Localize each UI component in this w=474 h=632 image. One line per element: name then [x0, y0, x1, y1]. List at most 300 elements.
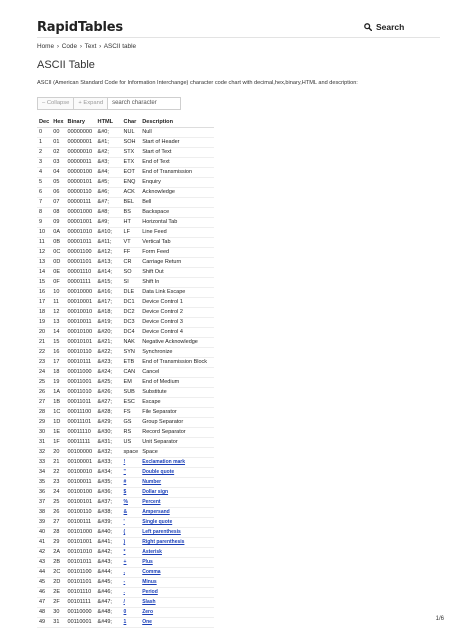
- cell-binary: 00101001: [66, 538, 96, 548]
- table-row: [37, 428, 214, 438]
- cell-description[interactable]: Period: [140, 588, 214, 598]
- cell-hex: 08: [51, 208, 65, 218]
- cell-dec: 9: [37, 218, 51, 228]
- cell-hex: 06: [51, 188, 65, 198]
- cell-char: DLE: [122, 288, 141, 298]
- cell-hex: 02: [51, 148, 65, 158]
- cell-binary: 00101100: [66, 568, 96, 578]
- site-logo[interactable]: RapidTables: [37, 20, 123, 35]
- table-row: [37, 288, 214, 298]
- cell-description: File Separator: [140, 408, 214, 418]
- cell-dec: 2: [37, 148, 51, 158]
- table-row: [37, 398, 214, 408]
- cell-description: Backspace: [140, 208, 214, 218]
- cell-dec: 32: [37, 448, 51, 458]
- cell-dec: 17: [37, 298, 51, 308]
- search-character-input[interactable]: search character: [108, 97, 181, 110]
- cell-hex: 1A: [51, 388, 65, 398]
- page-number: 1/6: [435, 616, 444, 622]
- cell-description[interactable]: Ampersand: [140, 508, 214, 518]
- cell-binary: 00001100: [66, 248, 96, 258]
- table-row: [37, 568, 214, 578]
- cell-description: Unit Separator: [140, 438, 214, 448]
- cell-dec: 19: [37, 318, 51, 328]
- cell-dec: 40: [37, 528, 51, 538]
- cell-dec: 18: [37, 308, 51, 318]
- cell-html: &#4;: [96, 168, 122, 178]
- cell-description[interactable]: Percent: [140, 498, 214, 508]
- table-row: [37, 188, 214, 198]
- cell-description: Device Control 4: [140, 328, 214, 338]
- cell-char: ACK: [122, 188, 141, 198]
- cell-description: Space: [140, 448, 214, 458]
- cell-char[interactable]: 1: [122, 618, 141, 628]
- cell-char: DC1: [122, 298, 141, 308]
- table-row: [37, 208, 214, 218]
- page-title: ASCII Table: [37, 59, 95, 71]
- cell-hex: 05: [51, 178, 65, 188]
- table-row: [37, 528, 214, 538]
- cell-char: GS: [122, 418, 141, 428]
- breadcrumb-code[interactable]: Code: [61, 43, 78, 50]
- cell-binary: 00100100: [66, 488, 96, 498]
- cell-hex: 0F: [51, 278, 65, 288]
- cell-hex: 17: [51, 358, 65, 368]
- cell-html: &#6;: [96, 188, 122, 198]
- cell-hex: 25: [51, 498, 65, 508]
- cell-html: &#48;: [96, 608, 122, 618]
- cell-dec: 1: [37, 138, 51, 148]
- cell-char[interactable]: $: [122, 488, 141, 498]
- table-row: [37, 278, 214, 288]
- cell-dec: 5: [37, 178, 51, 188]
- cell-description: Bell: [140, 198, 214, 208]
- cell-dec: 39: [37, 518, 51, 528]
- cell-binary: 00011101: [66, 418, 96, 428]
- cell-html: &#36;: [96, 488, 122, 498]
- cell-html: &#2;: [96, 148, 122, 158]
- cell-html: &#12;: [96, 248, 122, 258]
- cell-binary: 00010111: [66, 358, 96, 368]
- cell-binary: 00000011: [66, 158, 96, 168]
- cell-html: &#32;: [96, 448, 122, 458]
- cell-char[interactable]: #: [122, 478, 141, 488]
- cell-binary: 00101011: [66, 558, 96, 568]
- cell-description[interactable]: Zero: [140, 608, 214, 618]
- cell-binary: 00011110: [66, 428, 96, 438]
- cell-html: &#3;: [96, 158, 122, 168]
- cell-description[interactable]: Asterisk: [140, 548, 214, 558]
- cell-binary: 00100111: [66, 518, 96, 528]
- cell-dec: 34: [37, 468, 51, 478]
- cell-dec: 3: [37, 158, 51, 168]
- cell-description: Horizontal Tab: [140, 218, 214, 228]
- breadcrumb-separator: ›: [56, 43, 59, 50]
- cell-dec: 13: [37, 258, 51, 268]
- cell-hex: 00: [51, 128, 65, 138]
- column-header-html: HTML: [96, 117, 122, 128]
- cell-hex: 04: [51, 168, 65, 178]
- breadcrumb-home[interactable]: Home: [37, 43, 55, 50]
- cell-char[interactable]: ": [122, 468, 141, 478]
- cell-html: &#16;: [96, 288, 122, 298]
- breadcrumb-current: ASCII table: [103, 43, 137, 50]
- cell-char: NAK: [122, 338, 141, 348]
- cell-dec: 44: [37, 568, 51, 578]
- breadcrumb-text[interactable]: Text: [84, 43, 97, 50]
- table-row: [37, 488, 214, 498]
- table-row: [37, 478, 214, 488]
- cell-char: LF: [122, 228, 141, 238]
- cell-char: DC4: [122, 328, 141, 338]
- cell-char: VT: [122, 238, 141, 248]
- ascii-table-body: [37, 128, 214, 628]
- cell-dec: 29: [37, 418, 51, 428]
- cell-description: Synchronize: [140, 348, 214, 358]
- table-row: [37, 198, 214, 208]
- cell-hex: 31: [51, 618, 65, 628]
- column-header-binary: Binary: [66, 117, 96, 128]
- cell-html: &#7;: [96, 198, 122, 208]
- table-row: [37, 348, 214, 358]
- cell-hex: 10: [51, 288, 65, 298]
- cell-char: CAN: [122, 368, 141, 378]
- cell-char: ETB: [122, 358, 141, 368]
- cell-html: &#23;: [96, 358, 122, 368]
- cell-dec: 38: [37, 508, 51, 518]
- cell-hex: 2E: [51, 588, 65, 598]
- cell-html: &#45;: [96, 578, 122, 588]
- cell-dec: 42: [37, 548, 51, 558]
- cell-hex: 12: [51, 308, 65, 318]
- table-row: [37, 238, 214, 248]
- table-row: [37, 498, 214, 508]
- cell-hex: 22: [51, 468, 65, 478]
- table-row: [37, 458, 214, 468]
- cell-dec: 35: [37, 478, 51, 488]
- column-header-dec: Dec: [37, 117, 51, 128]
- cell-description: Data Link Escape: [140, 288, 214, 298]
- cell-html: &#41;: [96, 538, 122, 548]
- cell-html: &#31;: [96, 438, 122, 448]
- cell-html: &#15;: [96, 278, 122, 288]
- cell-html: &#8;: [96, 208, 122, 218]
- cell-char: DC3: [122, 318, 141, 328]
- cell-description[interactable]: Comma: [140, 568, 214, 578]
- cell-html: &#24;: [96, 368, 122, 378]
- cell-html: &#44;: [96, 568, 122, 578]
- cell-dec: 0: [37, 128, 51, 138]
- cell-dec: 31: [37, 438, 51, 448]
- cell-binary: 00100101: [66, 498, 96, 508]
- cell-char[interactable]: ,: [122, 568, 141, 578]
- cell-hex: 21: [51, 458, 65, 468]
- cell-dec: 24: [37, 368, 51, 378]
- cell-dec: 21: [37, 338, 51, 348]
- table-row: [37, 308, 214, 318]
- table-row: [37, 518, 214, 528]
- cell-binary: 00010110: [66, 348, 96, 358]
- cell-hex: 2D: [51, 578, 65, 588]
- table-controls: [37, 97, 181, 110]
- cell-html: &#17;: [96, 298, 122, 308]
- cell-binary: 00010100: [66, 328, 96, 338]
- cell-binary: 00001101: [66, 258, 96, 268]
- cell-dec: 14: [37, 268, 51, 278]
- cell-char: ESC: [122, 398, 141, 408]
- cell-html: &#22;: [96, 348, 122, 358]
- cell-char: BEL: [122, 198, 141, 208]
- cell-html: &#9;: [96, 218, 122, 228]
- cell-description[interactable]: Number: [140, 478, 214, 488]
- cell-description: Shift Out: [140, 268, 214, 278]
- cell-hex: 0D: [51, 258, 65, 268]
- search-button[interactable]: [364, 22, 404, 32]
- cell-html: &#37;: [96, 498, 122, 508]
- cell-html: &#47;: [96, 598, 122, 608]
- cell-hex: 2F: [51, 598, 65, 608]
- cell-char: EM: [122, 378, 141, 388]
- cell-description[interactable]: One: [140, 618, 214, 628]
- collapse-button[interactable]: – Collapse: [37, 97, 74, 110]
- table-row: [37, 388, 214, 398]
- column-header-description: Description: [140, 117, 214, 128]
- cell-description: Device Control 1: [140, 298, 214, 308]
- cell-char: SOH: [122, 138, 141, 148]
- table-row: [37, 298, 214, 308]
- table-row: [37, 128, 214, 138]
- cell-char: SUB: [122, 388, 141, 398]
- cell-description[interactable]: Slash: [140, 598, 214, 608]
- cell-char[interactable]: %: [122, 498, 141, 508]
- page-description: ASCII (American Standard Code for Information Interchange) character code chart with decimal,hex,binary,HTML and description:: [37, 80, 358, 86]
- table-row: [37, 588, 214, 598]
- cell-hex: 2C: [51, 568, 65, 578]
- table-row: [37, 218, 214, 228]
- cell-description[interactable]: Right parenthesis: [140, 538, 214, 548]
- cell-hex: 19: [51, 378, 65, 388]
- cell-hex: 27: [51, 518, 65, 528]
- cell-description[interactable]: Double quote: [140, 468, 214, 478]
- cell-char: BS: [122, 208, 141, 218]
- cell-description: Substitute: [140, 388, 214, 398]
- table-row: [37, 448, 214, 458]
- cell-char[interactable]: &: [122, 508, 141, 518]
- search-icon: [364, 23, 372, 31]
- cell-char: HT: [122, 218, 141, 228]
- cell-description: Device Control 3: [140, 318, 214, 328]
- cell-hex: 1E: [51, 428, 65, 438]
- ascii-table: [37, 117, 214, 628]
- table-row: [37, 438, 214, 448]
- cell-char[interactable]: /: [122, 598, 141, 608]
- cell-dec: 6: [37, 188, 51, 198]
- cell-html: &#1;: [96, 138, 122, 148]
- column-header-hex: Hex: [51, 117, 65, 128]
- cell-dec: 20: [37, 328, 51, 338]
- cell-hex: 1B: [51, 398, 65, 408]
- table-row: [37, 558, 214, 568]
- cell-char: SO: [122, 268, 141, 278]
- cell-binary: 00100010: [66, 468, 96, 478]
- cell-char[interactable]: +: [122, 558, 141, 568]
- cell-html: &#10;: [96, 228, 122, 238]
- cell-description[interactable]: Plus: [140, 558, 214, 568]
- cell-html: &#30;: [96, 428, 122, 438]
- cell-binary: 00010010: [66, 308, 96, 318]
- cell-dec: 10: [37, 228, 51, 238]
- cell-dec: 41: [37, 538, 51, 548]
- cell-hex: 2B: [51, 558, 65, 568]
- cell-char[interactable]: -: [122, 578, 141, 588]
- table-row: [37, 328, 214, 338]
- cell-hex: 29: [51, 538, 65, 548]
- cell-description: Vertical Tab: [140, 238, 214, 248]
- cell-description: Device Control 2: [140, 308, 214, 318]
- cell-hex: 24: [51, 488, 65, 498]
- cell-dec: 26: [37, 388, 51, 398]
- cell-binary: 00000001: [66, 138, 96, 148]
- cell-dec: 36: [37, 488, 51, 498]
- cell-description: End of Text: [140, 158, 214, 168]
- cell-dec: 25: [37, 378, 51, 388]
- cell-binary: 00100011: [66, 478, 96, 488]
- cell-description: End of Transmission: [140, 168, 214, 178]
- table-row: [37, 418, 214, 428]
- cell-hex: 01: [51, 138, 65, 148]
- cell-description: Negative Acknowledge: [140, 338, 214, 348]
- cell-dec: 23: [37, 358, 51, 368]
- cell-html: &#38;: [96, 508, 122, 518]
- cell-html: &#28;: [96, 408, 122, 418]
- cell-dec: 43: [37, 558, 51, 568]
- expand-button[interactable]: + Expand: [74, 97, 108, 110]
- cell-html: &#25;: [96, 378, 122, 388]
- table-row: [37, 508, 214, 518]
- breadcrumb-separator: ›: [99, 43, 102, 50]
- cell-html: &#26;: [96, 388, 122, 398]
- cell-binary: 00001001: [66, 218, 96, 228]
- cell-html: &#0;: [96, 128, 122, 138]
- cell-binary: 00011001: [66, 378, 96, 388]
- cell-description: Start of Text: [140, 148, 214, 158]
- cell-binary: 00100110: [66, 508, 96, 518]
- cell-char[interactable]: *: [122, 548, 141, 558]
- cell-description: Start of Header: [140, 138, 214, 148]
- table-row: [37, 608, 214, 618]
- search-label: Search: [376, 22, 405, 32]
- cell-binary: 00000010: [66, 148, 96, 158]
- table-row: [37, 228, 214, 238]
- header-divider: [37, 37, 440, 38]
- table-row: [37, 548, 214, 558]
- table-row: [37, 618, 214, 628]
- cell-binary: 00001010: [66, 228, 96, 238]
- cell-dec: 46: [37, 588, 51, 598]
- cell-description[interactable]: Dollar sign: [140, 488, 214, 498]
- cell-binary: 00101101: [66, 578, 96, 588]
- cell-char: space: [122, 448, 141, 458]
- cell-binary: 00011111: [66, 438, 96, 448]
- cell-description: Enquiry: [140, 178, 214, 188]
- cell-char[interactable]: (: [122, 528, 141, 538]
- cell-hex: 14: [51, 328, 65, 338]
- cell-dec: 45: [37, 578, 51, 588]
- cell-description: Null: [140, 128, 214, 138]
- cell-description: Line Feed: [140, 228, 214, 238]
- cell-html: &#14;: [96, 268, 122, 278]
- cell-description[interactable]: Left parenthesis: [140, 528, 214, 538]
- cell-dec: 15: [37, 278, 51, 288]
- cell-char: SYN: [122, 348, 141, 358]
- cell-dec: 11: [37, 238, 51, 248]
- cell-char: ETX: [122, 158, 141, 168]
- cell-hex: 11: [51, 298, 65, 308]
- cell-description[interactable]: Exclamation mark: [140, 458, 214, 468]
- cell-dec: 22: [37, 348, 51, 358]
- cell-html: &#34;: [96, 468, 122, 478]
- cell-description: Acknowledge: [140, 188, 214, 198]
- cell-dec: 48: [37, 608, 51, 618]
- cell-hex: 03: [51, 158, 65, 168]
- cell-html: &#35;: [96, 478, 122, 488]
- cell-hex: 07: [51, 198, 65, 208]
- cell-hex: 0A: [51, 228, 65, 238]
- cell-char: ENQ: [122, 178, 141, 188]
- cell-dec: 12: [37, 248, 51, 258]
- cell-char[interactable]: .: [122, 588, 141, 598]
- cell-description: Group Separator: [140, 418, 214, 428]
- cell-hex: 0C: [51, 248, 65, 258]
- cell-binary: 00100001: [66, 458, 96, 468]
- cell-binary: 00101010: [66, 548, 96, 558]
- cell-char: FF: [122, 248, 141, 258]
- cell-description: Cancel: [140, 368, 214, 378]
- cell-html: &#33;: [96, 458, 122, 468]
- cell-char: US: [122, 438, 141, 448]
- table-row: [37, 578, 214, 588]
- cell-binary: 00110000: [66, 608, 96, 618]
- cell-html: &#21;: [96, 338, 122, 348]
- cell-html: &#13;: [96, 258, 122, 268]
- cell-char: FS: [122, 408, 141, 418]
- table-row: [37, 178, 214, 188]
- cell-description: Carriage Return: [140, 258, 214, 268]
- cell-binary: 00001110: [66, 268, 96, 278]
- cell-char[interactable]: 0: [122, 608, 141, 618]
- cell-hex: 30: [51, 608, 65, 618]
- breadcrumb: [37, 43, 136, 50]
- cell-hex: 20: [51, 448, 65, 458]
- cell-html: &#18;: [96, 308, 122, 318]
- cell-binary: 00010001: [66, 298, 96, 308]
- cell-char[interactable]: !: [122, 458, 141, 468]
- cell-description[interactable]: Minus: [140, 578, 214, 588]
- cell-binary: 00010011: [66, 318, 96, 328]
- cell-description[interactable]: Single quote: [140, 518, 214, 528]
- cell-dec: 7: [37, 198, 51, 208]
- cell-binary: 00000111: [66, 198, 96, 208]
- cell-html: &#27;: [96, 398, 122, 408]
- cell-hex: 26: [51, 508, 65, 518]
- cell-binary: 00010101: [66, 338, 96, 348]
- cell-char[interactable]: ): [122, 538, 141, 548]
- cell-char: STX: [122, 148, 141, 158]
- cell-binary: 00011011: [66, 398, 96, 408]
- cell-hex: 1C: [51, 408, 65, 418]
- cell-char[interactable]: ': [122, 518, 141, 528]
- cell-binary: 00010000: [66, 288, 96, 298]
